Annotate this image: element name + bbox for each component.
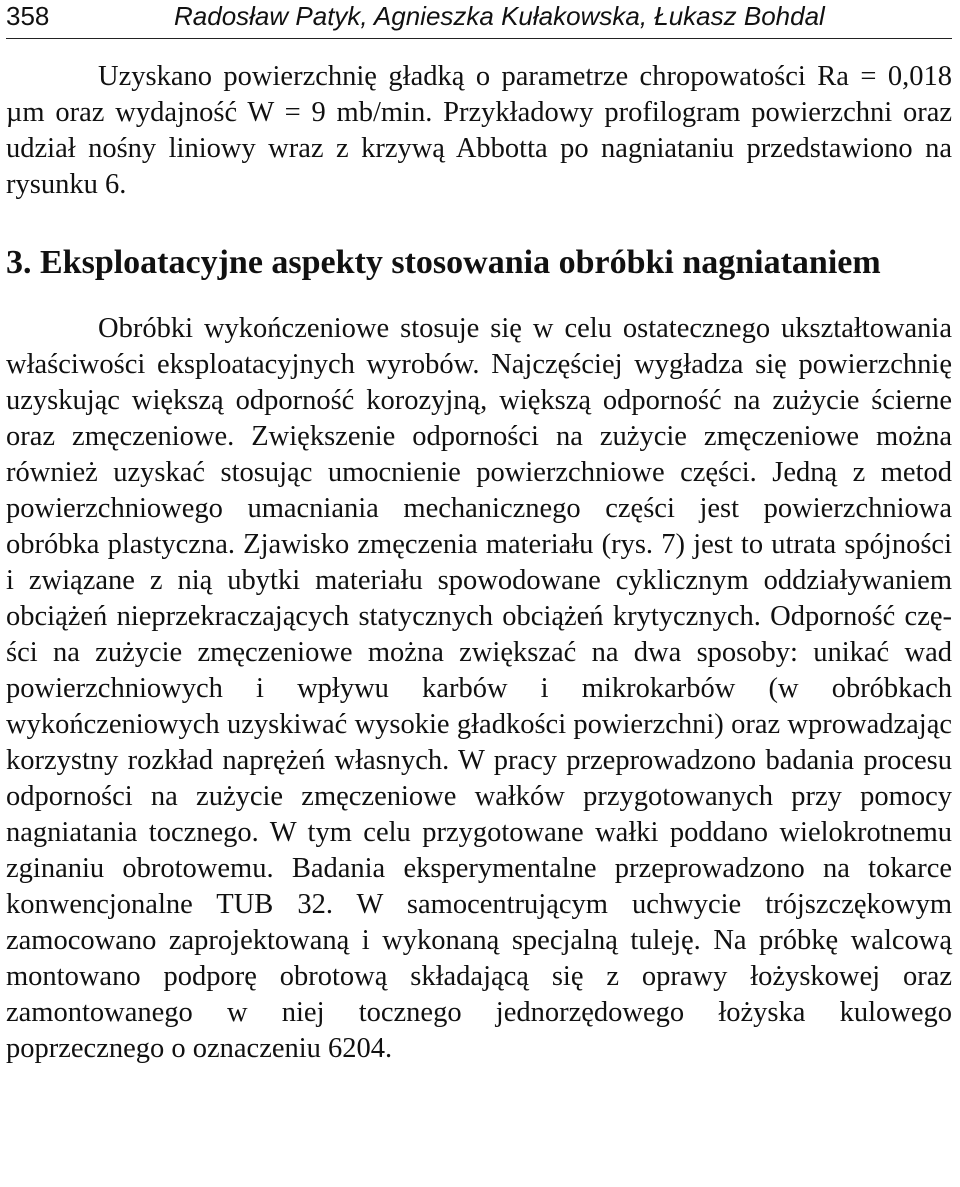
paragraph-operational-aspects: Obróbki wykończeniowe stosuje się w celu ostatecznego ukształtowania właściwości eksploatacyjnych wyrobów. Najczęściej wygładza się powierzchnię uzyskując większą odporność korozyjną, większą odporność na zużycie ścierne oraz zmęczeniowe. Zwiększenie odporności na zużycie zmęczeniowe można również uzyskać stosując umocnienie powierzchniowe części. Jedną z metod powierzchniowego umacniania mechanicznego części jest powierzchniowa obróbka plastyczna. Zjawisko zmęczenia materiału (rys. 7) jest to utrata spójności i związane z nią ubytki materiału spowodowane cyklicznym oddziaływaniem obciążeń nieprzekraczających statycznych obciążeń krytycznych. Odporność części na zużycie zmęczeniowe można zwiększać na dwa sposoby: unikać wad powierzchniowych i wpływu karbów i mikrokarbów (w obróbkach wykończeniowych uzyskiwać wysokie gładkości powierzchni) oraz wprowadzając korzystny rozkład naprężeń własnych. W pracy przeprowadzono badania procesu odporności na zużycie zmęczeniowe wałków przygotowanych przy pomocy nagniatania tocznego. W tym celu przygotowane wałki poddano wielokrotnemu zginaniu obrotowemu. Badania eksperymentalne przeprowadzono na tokarce konwencjonalne TUB 32. W samocentrującym uchwycie trójszczękowym zamocowano zaprojektowaną i wykonaną specjalną tuleję. Na próbkę walcową montowano podporę obrotową składającą się z oprawy łożyskowej oraz zamontowanego w niej tocznego jednorzędowego łożyska kulowego poprzecznego o oznaczeniu 6204. (6, 313, 952, 1064)
page-number: 358 (6, 1, 50, 31)
section-heading: 3. Eksploatacyjne aspekty stosowania obróbki nagniataniem (6, 244, 881, 281)
document-page (6, 0, 952, 1067)
paragraph-results: Uzyskano powierzchnię gładką o parametrze chropowatości Ra = 0,018 µm oraz wydajność W = 9 mb/min. Przykładowy profilogram powierzchni oraz udział nośny liniowy wraz z krzywą Abbotta po nagniataniu przedstawiono na rysunku 6. (6, 61, 952, 200)
running-header (6, 0, 952, 39)
body-text (6, 59, 952, 1067)
header-authors: Radosław Patyk, Agnieszka Kułakowska, Łukasz Bohdal (174, 1, 825, 31)
